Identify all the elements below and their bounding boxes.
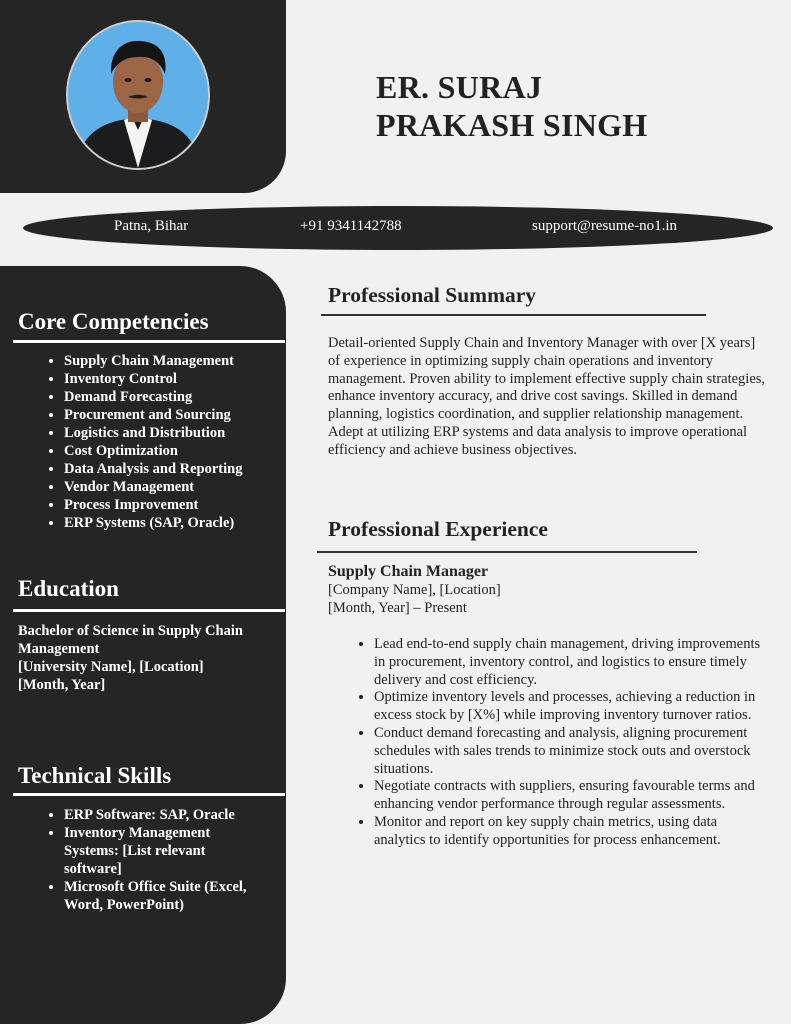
education-heading: Education [18,576,119,601]
summary-text: Detail-oriented Supply Chain and Inventory Manager with over [X years] of experience in optimizing supply chain operations and inventory management. Proven ability to implement effective supply chain strategies, enhance inventory accuracy, and drive cost savings. Skilled in demand planning, logistics coordination, and supplier relationship management. Adept at utilizing ERP systems and data analysis to improve operational efficiency and achieve business objectives. [328,335,766,458]
education-date: [Month, Year] [18,677,106,693]
summary-rule [321,314,706,316]
education-school: [University Name], [Location] [18,659,204,675]
summary-heading: Professional Summary [328,283,537,307]
education-rule [13,609,285,612]
job-dates: [Month, Year] – Present [328,600,467,616]
contact-location: Patna, Bihar [114,218,189,234]
list-item: • Conduct demand forecasting and analysis, aligning procurement schedules with sales trends to minimize stock outs and overstock situations. [374,725,772,778]
list-item: • Procurement and Sourcing [64,406,264,424]
list-item: • ERP Software: SAP, Oracle [64,806,262,824]
name-line-2: PRAKASH SINGH [376,107,648,143]
job-company: [Company Name], [Location] [328,582,501,598]
competencies-rule [13,340,285,343]
list-item: • Inventory Control [64,370,264,388]
competencies-heading: Core Competencies [18,309,209,334]
experience-heading: Professional Experience [328,517,548,541]
list-item: • Microsoft Office Suite (Excel, Word, PowerPoint) [64,878,262,914]
education-entry [18,622,278,694]
list-item: • Logistics and Distribution [64,424,264,442]
competencies-list [0,352,264,532]
job-title: Supply Chain Manager [328,563,489,580]
candidate-name [376,68,648,144]
list-item: • Monitor and report on key supply chain metrics, using data analytics to identify opportunities for process enhancement. [374,814,772,850]
list-item: • Demand Forecasting [64,388,264,406]
profile-photo [66,20,210,170]
person-portrait-icon [68,22,208,168]
education-degree: Bachelor of Science in Supply Chain Management [18,623,243,657]
experience-rule [317,551,697,553]
skills-list [0,806,262,914]
list-item: • Vendor Management [64,478,264,496]
skills-heading: Technical Skills [18,763,172,788]
list-item: • Inventory Management Systems: [List relevant software] [64,824,262,878]
list-item: • Cost Optimization [64,442,264,460]
list-item: • Data Analysis and Reporting [64,460,264,478]
sidebar [0,266,286,1024]
list-item: • Process Improvement [64,496,264,514]
contact-email[interactable]: support@resume-no1.in [532,218,678,234]
header-panel [0,0,286,193]
list-item: • ERP Systems (SAP, Oracle) [64,514,264,532]
list-item: • Lead end-to-end supply chain management, driving improvements in procurement, inventory control, and logistics to ensure timely delivery and cost efficiency. [374,636,772,689]
list-item: • Negotiate contracts with suppliers, ensuring favourable terms and enhancing vendor performance through regular assessments. [374,778,772,814]
name-line-1: ER. SURAJ [376,69,543,105]
contact-bar [23,206,773,250]
list-item: • Optimize inventory levels and processes, achieving a reduction in excess stock by [X%] while improving inventory turnover ratios. [374,689,772,725]
job-duties-list [328,636,772,850]
skills-rule [13,793,285,796]
contact-phone: +91 9341142788 [300,218,402,234]
list-item: • Supply Chain Management [64,352,264,370]
